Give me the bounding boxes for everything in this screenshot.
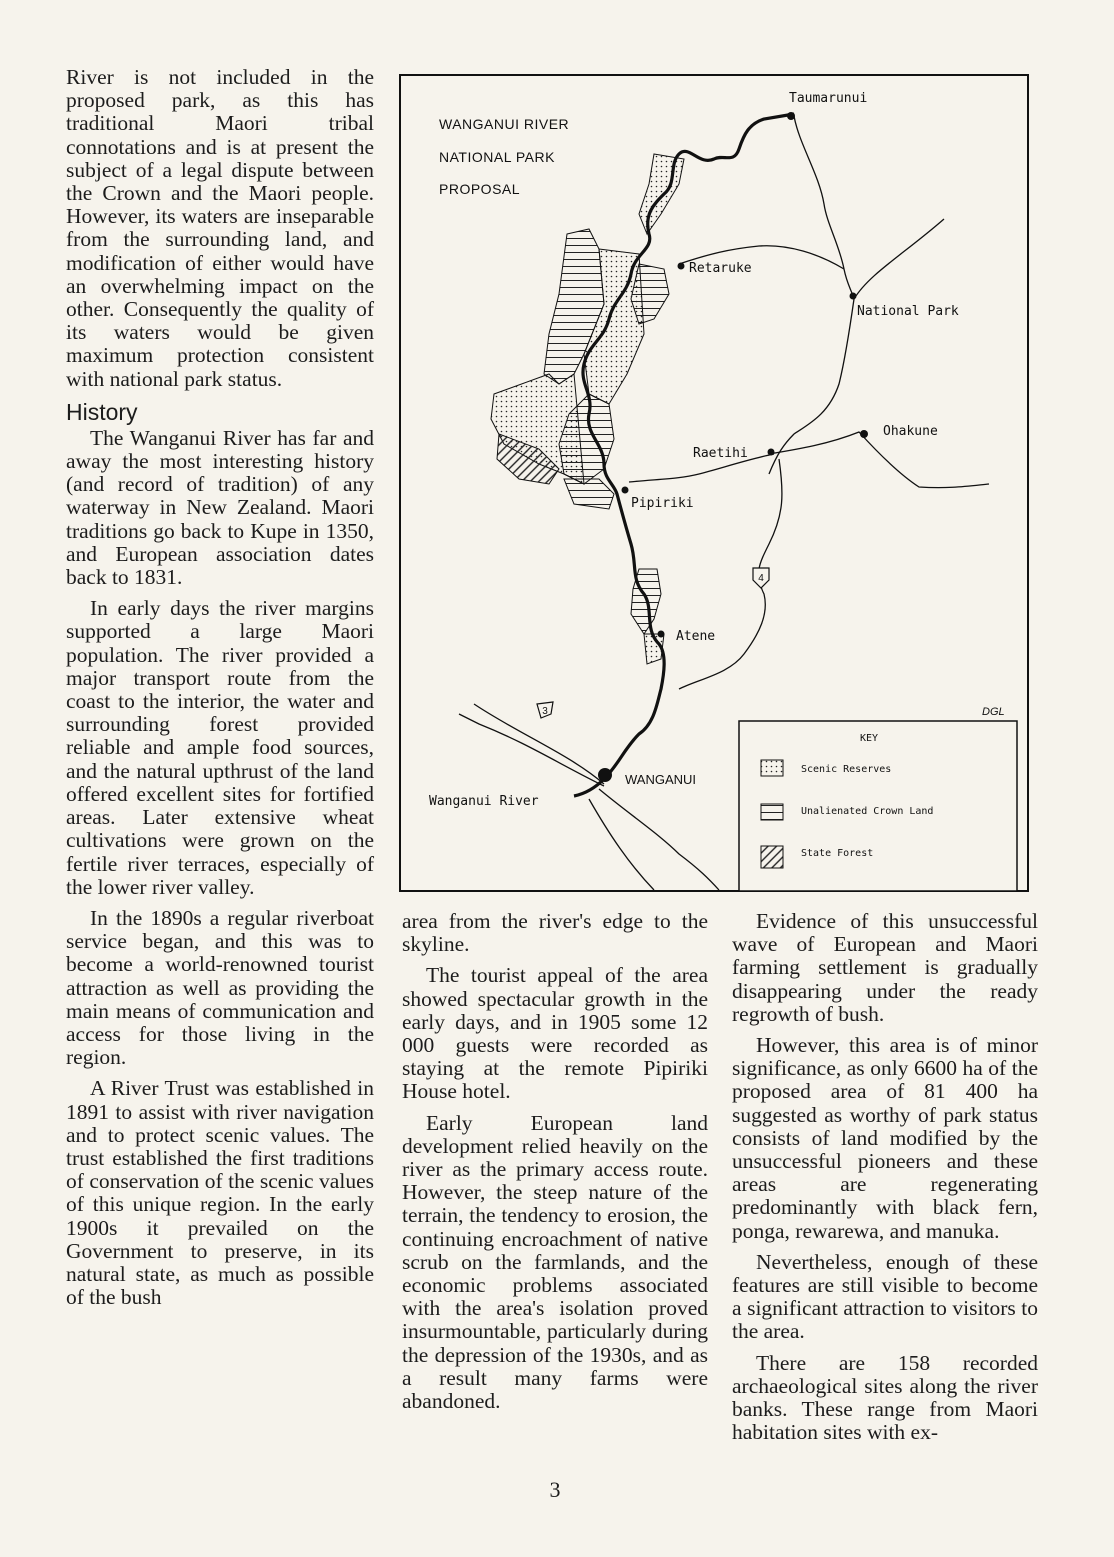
marker-raetihi xyxy=(768,449,775,456)
page-number: 3 xyxy=(549,1477,561,1502)
heading-history: History xyxy=(66,398,138,425)
road-north-east xyxy=(854,219,944,299)
label-pipiriki: Pipiriki xyxy=(631,496,694,511)
road-taumarunui-south xyxy=(794,116,854,299)
paragraph-history-4: A River Trust was established in 1891 to assist with river navigation and to protect scenic values. The trust established the first traditions of conservation of the scenic values of this unique region. In the early 1900s it prevailed on the Government to preserve, in its natural state, as much as possible of the bush xyxy=(66,1076,374,1310)
label-atene: Atene xyxy=(676,629,716,644)
map-title-line-1: WANGANUI RIVER xyxy=(439,116,570,132)
map-key xyxy=(739,721,1017,891)
park-proposal-map xyxy=(399,74,1029,892)
paragraph-mid-1: area from the river's edge to the skyline. xyxy=(402,909,708,957)
paragraph-right-3: Nevertheless, enough of these features are still visible to become a significant attraction to visitors to the area. xyxy=(732,1249,1038,1344)
marker-ohakune xyxy=(860,430,868,438)
scenic-reserve-river-north xyxy=(639,154,684,234)
road-south-east xyxy=(599,789,719,890)
marker-taumarunui xyxy=(787,112,795,120)
paragraph-intro: River is not included in the proposed park, as this has traditional Maori tribal connotations and is at present the subject of a legal dispute between the Crown and the Maori people. However, its waters are inseparable from the surrounding land, and modification of either would have an overwhelming impact on the other. Consequently the quality of its waters would be given maximum protection consistent with national park status. xyxy=(66,65,374,391)
label-retaruke: Retaruke xyxy=(689,261,752,276)
marker-retaruke xyxy=(678,263,685,270)
crown-land-area-south xyxy=(564,479,614,509)
road-south xyxy=(589,799,654,890)
key-label-crown: Unalienated Crown Land xyxy=(801,806,934,817)
marker-pipiriki xyxy=(622,487,629,494)
label-taumarunui: Taumarunui xyxy=(789,91,868,106)
highway-4-number: 4 xyxy=(758,573,764,584)
road-ohakune xyxy=(769,432,989,488)
key-swatch-forest xyxy=(761,846,783,868)
marker-atene xyxy=(658,631,665,638)
key-label-scenic: Scenic Reserves xyxy=(801,764,892,775)
map-title-line-3: PROPOSAL xyxy=(439,181,521,197)
label-wanganui: WANGANUI xyxy=(625,772,697,787)
label-wanganui-river: Wanganui River xyxy=(429,794,539,809)
paragraph-mid-2: The tourist appeal of the area showed spectacular growth in the early days, and in 1905 some 12 000 guests were recorded as staying at the remote Pipiriki House hotel. xyxy=(402,963,708,1104)
marker-wanganui xyxy=(598,768,612,782)
paragraph-history-2: In early days the river margins supported a large Maori population. The river provided a major transport route from the coast to the interior, the water and surrounding forest provided reliable and ample food sources, and the natural upthrust of the land offered excellent sites for fortified areas. Later extensive wheat cultivations were grown on the fertile river terraces, especially of the lower river valley. xyxy=(66,596,374,899)
label-raetihi: Raetihi xyxy=(693,446,748,461)
paragraph-right-2: However, this area is of minor significance, as only 6600 ha of the proposed area of 81 400 ha suggested as worthy of park status consists of land modified by the unsuccessful pioneers and these areas are regenerating predominantly with black fern, ponga, rewarewa, and manuka. xyxy=(732,1033,1038,1243)
marker-national-park xyxy=(850,293,857,300)
map-signature: DGL xyxy=(982,706,1005,718)
road-national-park-raetihi xyxy=(769,299,854,474)
key-swatch-crown xyxy=(761,804,783,820)
paragraph-right-1: Evidence of this unsuccessful wave of European and Maori farming settlement is gradually disappearing under the ready regrowth of bush. xyxy=(732,909,1038,1026)
paragraph-history-1: The Wanganui River has far and away the most interesting history (and record of tradition) of any waterway in New Zealand. Maori traditions go back to Kupe in 1350, and European association dates back to 1831. xyxy=(66,425,374,590)
key-swatch-scenic xyxy=(761,760,783,776)
paragraph-history-3: In the 1890s a regular riverboat service began, and this was to become a world-renowned tourist attraction as well as providing the main means of communication and access for those living in the region. xyxy=(66,905,374,1070)
left-text-column xyxy=(66,66,374,1317)
right-text-column xyxy=(732,910,1038,1452)
key-label-forest: State Forest xyxy=(801,848,874,859)
key-title: KEY xyxy=(859,733,879,744)
label-national-park: National Park xyxy=(857,304,959,319)
paragraph-right-4: There are 158 recorded archaeological sites along the river banks. These range from Maori habitation sites with ex- xyxy=(732,1350,1038,1445)
paragraph-mid-3: Early European land development relied heavily on the river as the primary access route. However, the steep nature of the terrain, the tendency to erosion, the continuing encroachment of native scrub on the farmlands, and the economic problems associated with the area's isolation proved insurmountable, particularly during the depression of the 1930s, and as a result many farms were abandoned. xyxy=(402,1110,708,1414)
label-ohakune: Ohakune xyxy=(883,424,938,439)
map-title-line-2: NATIONAL PARK xyxy=(439,149,555,165)
road-highway-3 xyxy=(474,704,604,784)
highway-3-number: 3 xyxy=(542,706,548,717)
road-west xyxy=(459,714,604,786)
middle-text-column xyxy=(402,910,708,1421)
